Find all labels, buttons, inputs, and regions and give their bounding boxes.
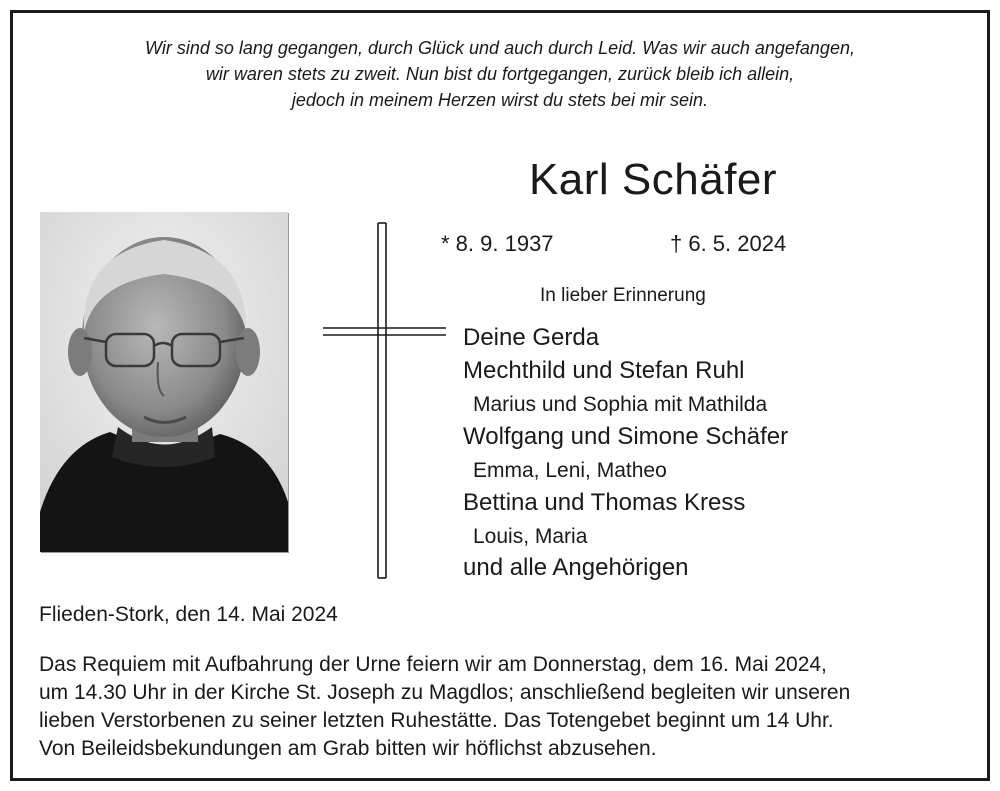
announcement-line: um 14.30 Uhr in der Kirche St. Joseph zu Magdlos; anschließend begleiten wir unseren xyxy=(39,681,851,704)
family-member: Wolfgang und Simone Schäfer xyxy=(463,423,789,450)
portrait-photo-image xyxy=(40,212,288,552)
deceased-name: Karl Schäfer xyxy=(528,155,778,204)
family-member: Deine Gerda xyxy=(463,324,600,351)
memory-line: In lieber Erinnerung xyxy=(540,285,706,306)
family-member: Emma, Leni, Matheo xyxy=(473,459,667,482)
family-member: Bettina und Thomas Kress xyxy=(463,489,746,516)
announcement-line: Das Requiem mit Aufbahrung der Urne feiern wir am Donnerstag, dem 16. Mai 2024, xyxy=(39,653,827,676)
family-member: Marius und Sophia mit Mathilda xyxy=(473,393,768,416)
cross-icon xyxy=(318,218,458,583)
announcement-line: Von Beileidsbekundungen am Grab bitten wir höflichst abzusehen. xyxy=(39,737,657,760)
poem-line: jedoch in meinem Herzen wirst du stets bei mir sein. xyxy=(291,90,709,110)
family-member: Mechthild und Stefan Ruhl xyxy=(463,357,745,384)
poem-line: wir waren stets zu zweit. Nun bist du fortgegangen, zurück bleib ich allein, xyxy=(205,64,795,84)
family-member: und alle Angehörigen xyxy=(463,554,689,581)
family-member: Louis, Maria xyxy=(473,525,588,548)
announcement-line: lieben Verstorbenen zu seiner letzten Ruhestätte. Das Totengebet beginnt um 14 Uhr. xyxy=(39,709,834,732)
poem-line: Wir sind so lang gegangen, durch Glück und auch durch Leid. Was wir auch angefangen, xyxy=(145,38,855,58)
portrait-photo xyxy=(40,212,288,552)
place-date: Flieden-Stork, den 14. Mai 2024 xyxy=(39,603,338,626)
obituary-notice xyxy=(10,10,990,781)
death-date: † 6. 5. 2024 xyxy=(670,231,787,256)
birth-date: * 8. 9. 1937 xyxy=(441,231,554,256)
